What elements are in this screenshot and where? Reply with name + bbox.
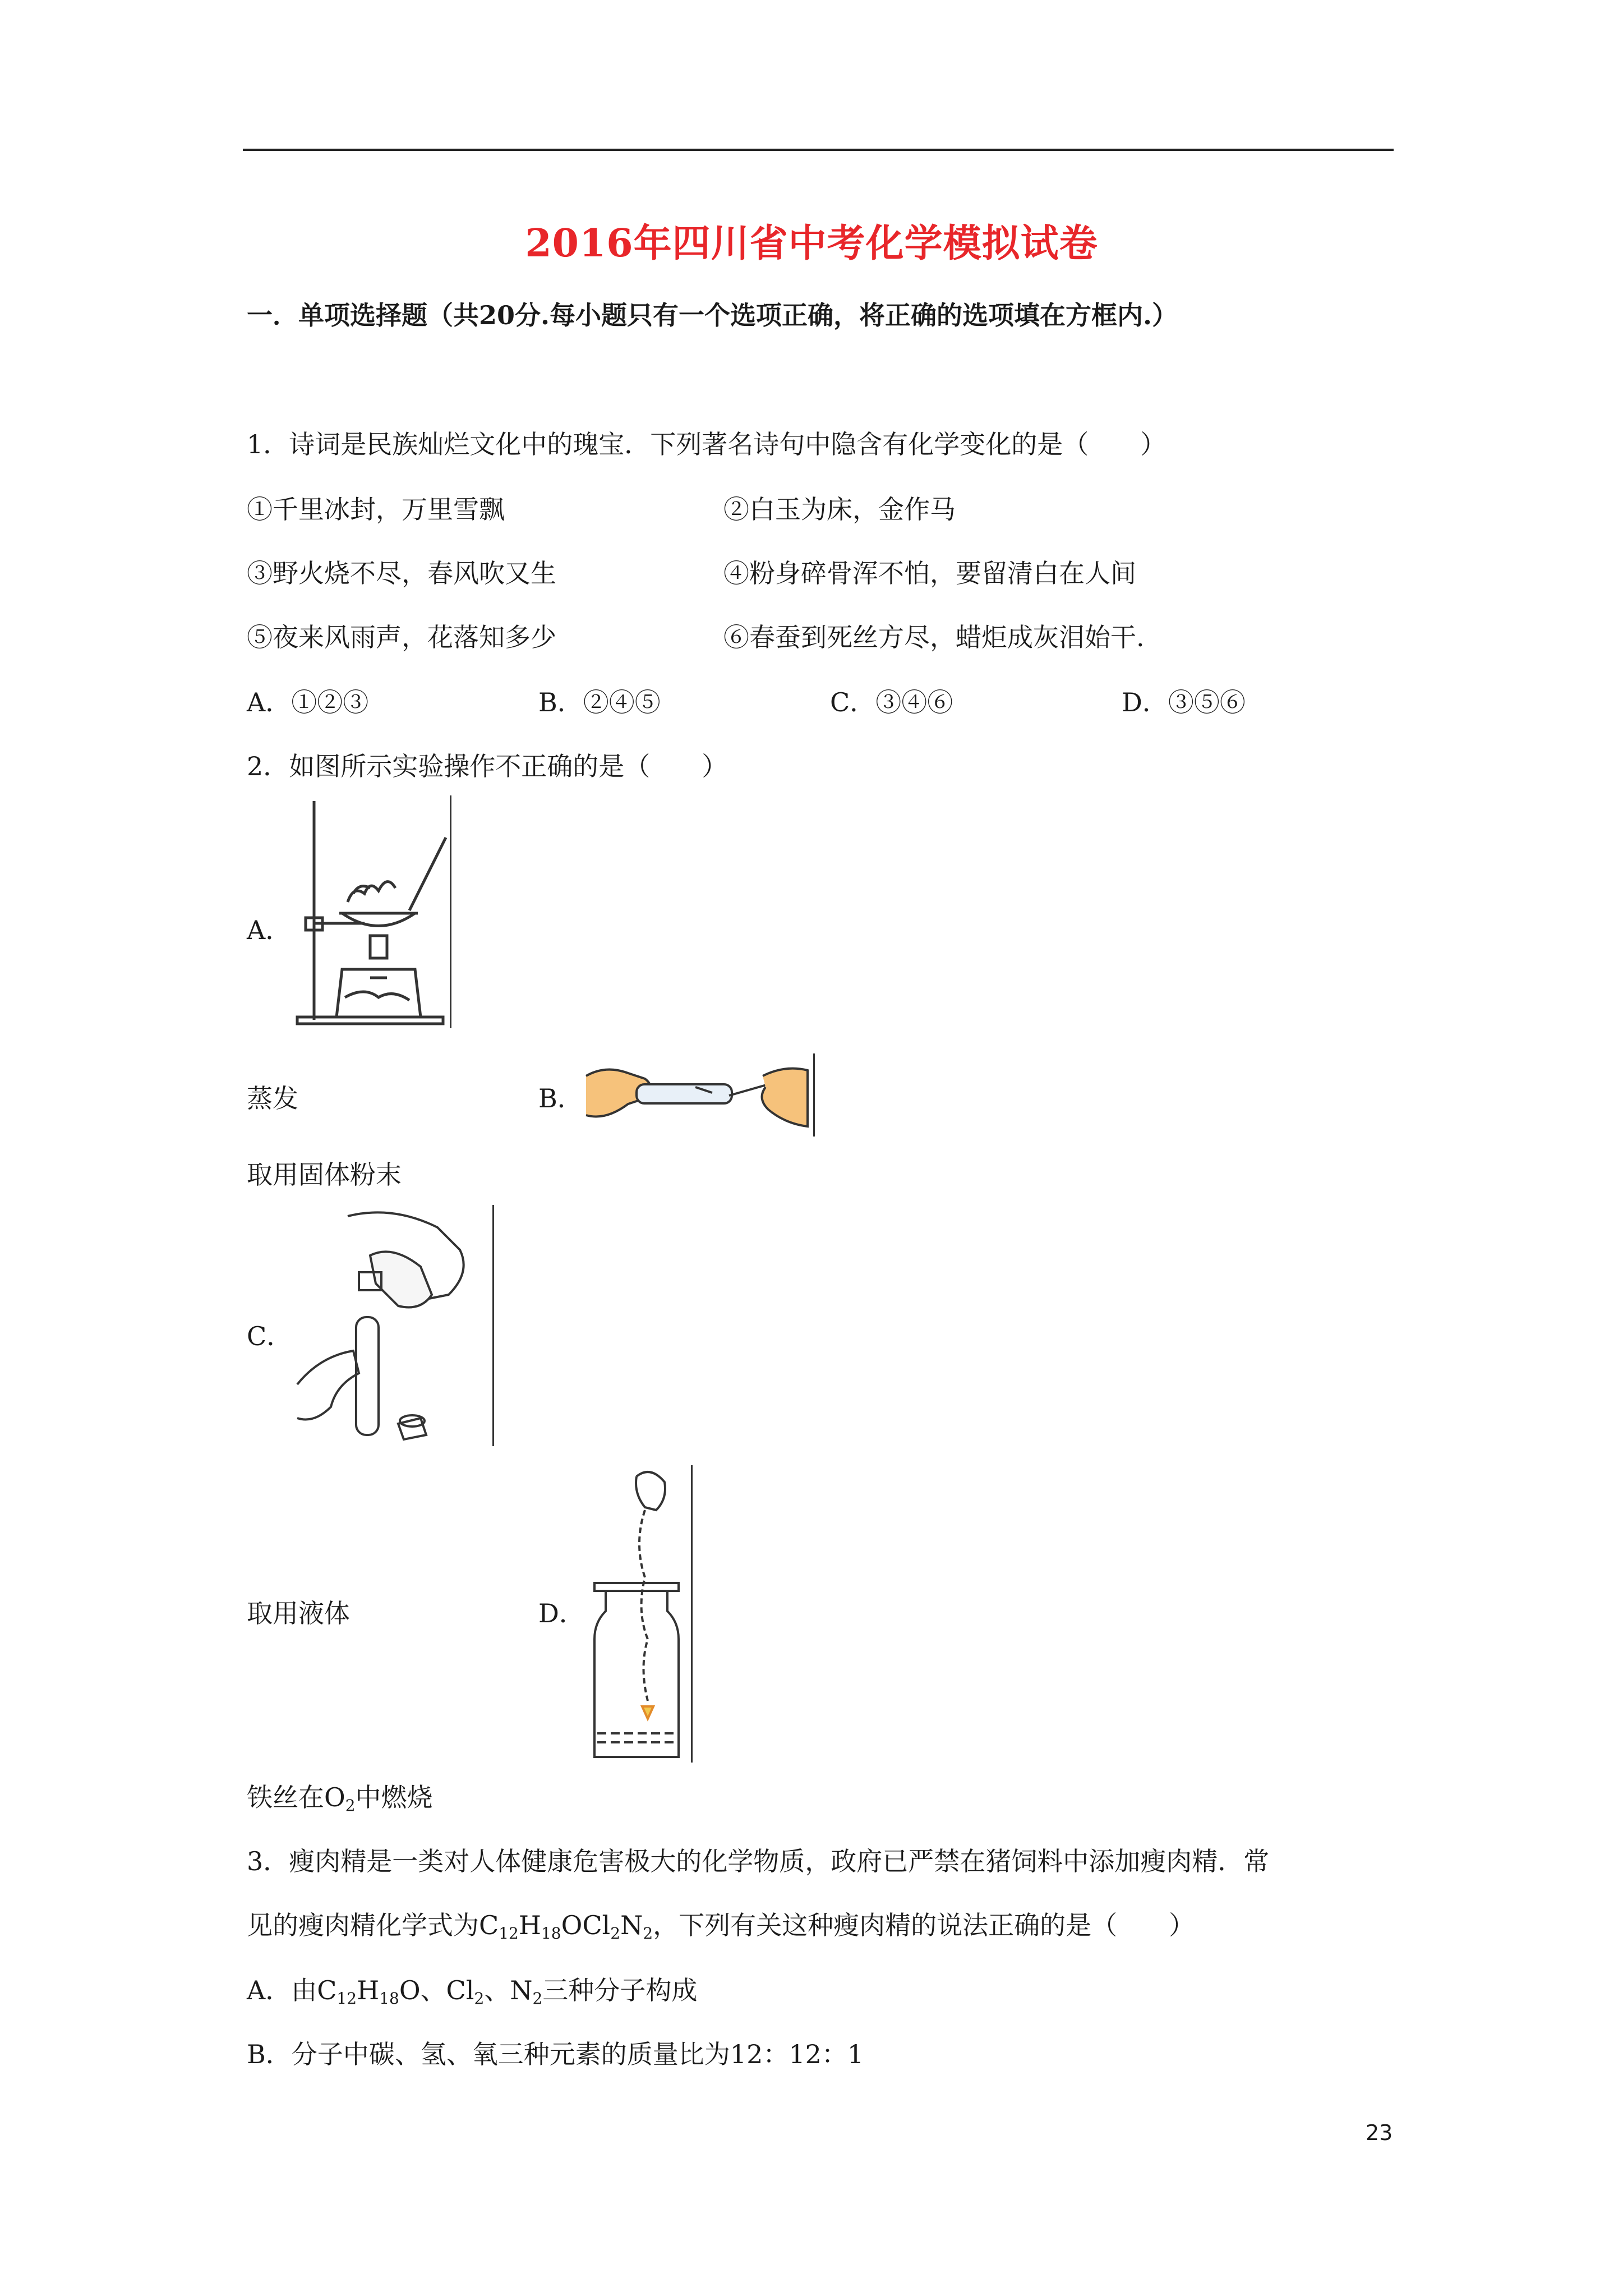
q1-option-c: C．③④⑥ (830, 687, 953, 717)
q2-option-a-caption: 蒸发 (247, 1083, 298, 1114)
q2-option-d-letter: D． (538, 1598, 585, 1628)
q1-item-1: ①千里冰封，万里雪飘 (247, 494, 505, 524)
q2-stem: 2．如图所示实验操作不正确的是（ ） (247, 751, 728, 781)
q2-option-c-caption: 取用液体 (247, 1598, 350, 1628)
q2-option-b-letter: B． (538, 1083, 583, 1114)
liquid-pouring-figure (292, 1205, 494, 1446)
q3-option-b: B．分子中碳、氢、氧三种元素的质量比为12：12：1 (247, 2039, 864, 2069)
evaporation-figure (286, 795, 451, 1028)
page-number: 23 (1366, 2120, 1393, 2145)
q1-item-5: ⑤夜来风雨声，花落知多少 (247, 622, 556, 652)
q1-option-d: D．③⑤⑥ (1122, 687, 1246, 717)
header-rule (243, 149, 1394, 151)
q2-option-a-letter: A． (247, 915, 292, 945)
q1-item-4: ④粉身碎骨浑不怕，要留清白在人间 (723, 558, 1136, 588)
q1-stem: 1．诗词是民族灿烂文化中的瑰宝．下列著名诗句中隐含有化学变化的是（ ） (247, 429, 1166, 459)
q2-option-c-letter: C． (247, 1321, 293, 1351)
q1-option-b: B．②④⑤ (538, 687, 661, 717)
solid-powder-figure (583, 1053, 815, 1137)
q3-stem-line2: 见的瘦肉精化学式为$C_{12}H_{18}OCl_2N_2$，下列有关这种瘦肉精的说法正确的是（ ） (247, 1910, 1195, 1943)
q2-option-d-caption: 铁丝在$O_2$中燃烧 (247, 1782, 433, 1815)
section-heading: 一．单项选择题（共20分.每小题只有一个选项正确，将正确的选项填在方框内.） (247, 300, 1178, 330)
q1-item-6: ⑥春蚕到死丝方尽，蜡炬成灰泪始干. (723, 622, 1145, 652)
q1-item-3: ③野火烧不尽，春风吹又生 (247, 558, 556, 588)
q3-stem-line1: 3．瘦肉精是一类对人体健康危害极大的化学物质，政府已严禁在猪饲料中添加瘦肉精．常 (247, 1846, 1270, 1876)
paper-title: 2016年四川省中考化学模拟试卷 (525, 221, 1098, 266)
q3-option-a: A．由$C_{12}H_{18}O$、$Cl_2$、$N_2$三种分子构成 (247, 1975, 698, 2008)
q1-item-2: ②白玉为床，金作马 (723, 494, 956, 524)
q2-option-b-caption: 取用固体粉末 (247, 1159, 402, 1190)
iron-wire-figure (583, 1465, 693, 1763)
q1-option-a: A．①②③ (247, 687, 369, 717)
